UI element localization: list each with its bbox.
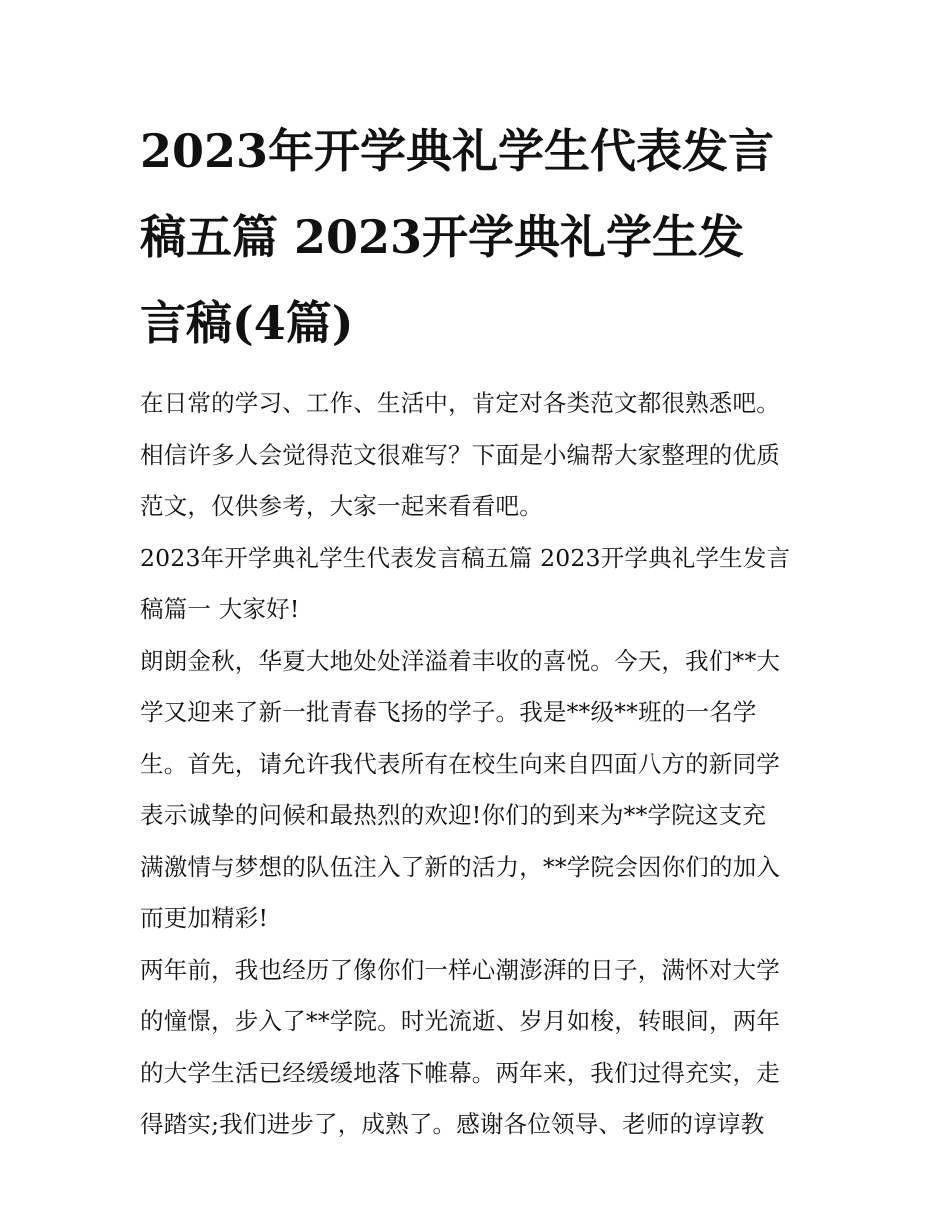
text-line: 两年前，我也经历了像你们一样心潮澎湃的日子，满怀对大学	[140, 955, 780, 984]
text-line: 范文，仅供参考，大家一起来看看吧。	[140, 492, 543, 520]
text-line: 生。首先，请允许我代表所有在校生向来自四面八方的新同学	[140, 749, 780, 778]
document-page	[140, 108, 820, 1151]
document-title	[140, 108, 820, 366]
text-line: 的憧憬，步入了**学院。时光流逝、岁月如梭，转眼间，两年	[140, 1007, 781, 1035]
text-line: 而更加精彩!	[140, 904, 269, 932]
text-line: 表示诚挚的问候和最热烈的欢迎!你们的到来为**学院这支充	[140, 801, 767, 829]
text-line: 在日常的学习、工作、生活中，肯定对各类范文都很熟悉吧。	[140, 389, 780, 417]
text-line: 得踏实;我们进步了，成熟了。感谢各位领导、老师的谆谆教	[140, 1110, 765, 1138]
section-heading-paragraph	[140, 533, 820, 636]
body-paragraph	[140, 636, 820, 945]
title-line: 言稿(4篇)	[140, 296, 354, 350]
text-line: 满激情与梦想的队伍注入了新的活力，**学院会因你们的加入	[140, 852, 781, 881]
title-line: 2023年开学典礼学生代表发言	[140, 124, 775, 178]
text-line: 学又迎来了新一批青春飞扬的学子。我是**级**班的一名学	[140, 698, 757, 726]
text-line: 稿篇一 大家好!	[140, 595, 300, 623]
body-paragraph	[140, 945, 820, 1151]
intro-paragraph	[140, 378, 820, 533]
title-line: 稿五篇 2023开学典礼学生发	[140, 210, 745, 264]
text-line: 相信许多人会觉得范文很难写？下面是小编帮大家整理的优质	[140, 440, 780, 469]
text-line: 的大学生活已经缓缓地落下帷幕。两年来，我们过得充实，走	[140, 1058, 780, 1087]
text-line: 2023年开学典礼学生代表发言稿五篇 2023开学典礼学生发言	[140, 543, 791, 572]
text-line: 朗朗金秋，华夏大地处处洋溢着丰收的喜悦。今天，我们**大	[140, 646, 781, 675]
